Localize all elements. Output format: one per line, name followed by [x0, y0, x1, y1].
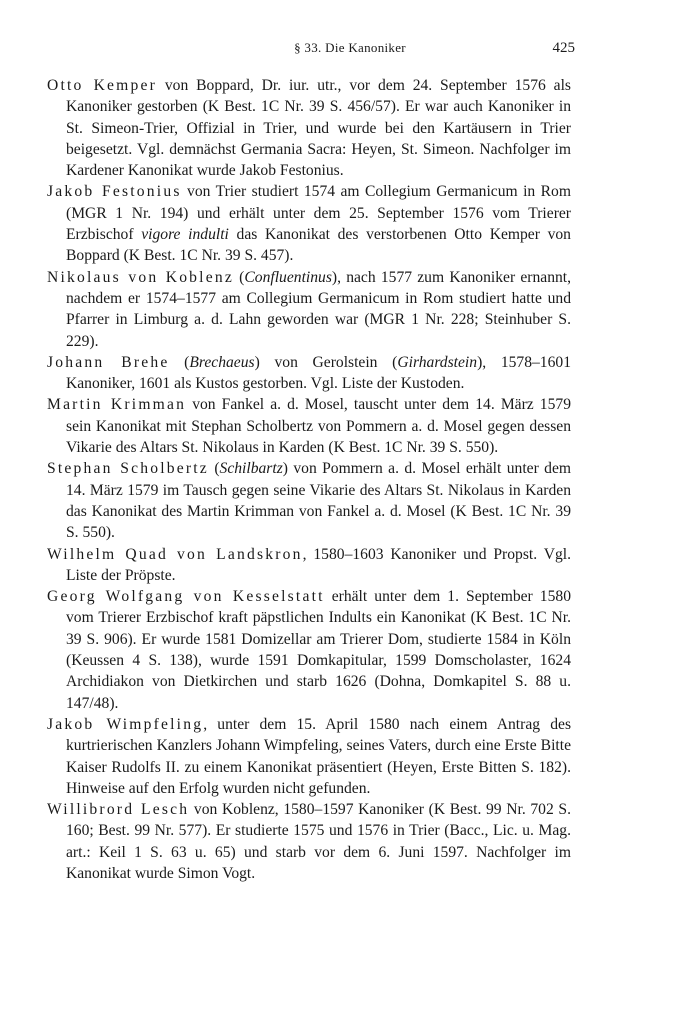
entry-text: von Trier studiert 1574 am Collegium Germanicum in Rom (MGR 1 Nr. 194) und erhält unter dem 25. September 1576 vom Trierer Erzbischof [66, 183, 571, 244]
canon-entries-list [47, 75, 571, 884]
entry-text: , 1580–1603 Kanoniker und Propst. Vgl. Liste der Pröpste. [66, 545, 571, 584]
entry-text: ) von Gerolstein ( [254, 353, 398, 371]
canon-entry [47, 352, 571, 395]
entry-text: erhält unter dem 1. September 1580 vom Trierer Erzbischof kraft päpstlichen Indults ein Kanonikat (K Best. 1C Nr. 39 S. 906). Er wurde 1581 Domizellar am Trierer Dom, studierte 1584 in Köln (Keussen 4 S. 138), wurde 1591 Domkapitular, 1599 Domscholaster, 1624 Archidiakon von Dietkirchen und starb 1626 (Dohna, Domkapitel S. 88 u. 147/48). [66, 588, 571, 712]
italic-term: vigore indulti [141, 226, 229, 244]
canon-name: Jakob Wimpfeling [47, 715, 204, 733]
canon-name: Johann Brehe [47, 353, 170, 371]
entry-text: von Boppard, Dr. iur. utr., vor dem 24. September 1576 als Kanoniker gestorben (K Best. 1C Nr. 39 S. 456/57). Er war auch Kanoniker in St. Simeon-Trier, Offizial in Trier, und wurde bei den Kartäusern in Trier beigesetzt. Vgl. demnächst Germania Sacra: Heyen, St. Simeon. Nachfolger im Kardener Kanonikat wurde Jakob Festonius. [66, 77, 571, 180]
canon-name: Willibrord Lesch [47, 801, 190, 819]
canon-name: Nikolaus von Koblenz [47, 268, 234, 286]
italic-term: Girhardstein [397, 353, 478, 371]
canon-name: Stephan Scholbertz [47, 460, 209, 478]
canon-name: Jakob Festonius [47, 183, 182, 201]
page-number: 425 [552, 40, 575, 56]
entry-text: , unter dem 15. April 1580 nach einem Antrag des kurtrierischen Kanzlers Johann Wimpfeling, seines Vaters, durch eine Erste Bitte Kaiser Rudolfs II. zu einem Kanonikat präsentiert (Heyen, Erste Bitten S. 182). Hinweise auf den Erfolg wurden nicht gefunden. [66, 715, 572, 797]
canon-name: Georg Wolfgang von Kesselstatt [47, 588, 325, 606]
canon-entry [47, 267, 571, 352]
italic-term: Confluentinus [244, 268, 332, 286]
italic-term: Brechaeus [189, 353, 255, 371]
running-title: § 33. Die Kanoniker [294, 40, 406, 55]
canon-name: Martin Krimman [47, 396, 187, 414]
canon-name: Wilhelm Quad von Landskron [47, 545, 303, 563]
canon-name: Otto Kemper [47, 77, 158, 94]
italic-term: Schilbartz [219, 460, 283, 478]
entry-text: ), 1578–1601 Kanoniker, 1601 als Kustos gestorben. Vgl. Liste der Kustoden. [66, 353, 571, 393]
entry-text: ) von Pommern a. d. Mosel erhält unter dem 14. März 1579 im Tausch gegen seine Vikarie des Altars St. Nikolaus in Karden das Kanonikat des Martin Krimman von Fankel a. d. Mosel (K Best. 1C Nr. 39 S. 550). [66, 460, 572, 542]
canon-entry [47, 181, 571, 266]
canon-entry [47, 458, 571, 543]
canon-entry [47, 394, 571, 458]
entry-text: ( [169, 353, 190, 371]
entry-text: ( [233, 268, 245, 286]
canon-entry [47, 799, 571, 884]
canon-entry [47, 586, 571, 714]
entry-text: das Kanonikat des verstorbenen Otto Kemper von Boppard (K Best. 1C Nr. 39 S. 457). [66, 226, 571, 265]
entry-text: von Koblenz, 1580–1597 Kanoniker (K Best. 99 Nr. 702 S. 160; Best. 99 Nr. 577). Er studierte 1575 und 1576 in Trier (Bacc., Lic. u. Mag. art.: Keil 1 S. 63 u. 65) und starb vor dem 6. Juni 1597. Nachfolger im Kanonikat wurde Simon Vogt. [66, 801, 571, 882]
entry-text: von Fankel a. d. Mosel, tauscht unter dem 14. März 1579 sein Kanonikat mit Stephan Scholbertz von Pommern a. d. Mosel gegen dessen Vikarie des Altars St. Nikolaus in Karden (K Best. 1C Nr. 39 S. 550). [66, 396, 571, 457]
canon-entry [47, 714, 571, 799]
canon-entry [47, 75, 571, 181]
running-head [0, 40, 700, 60]
canon-entry [47, 544, 571, 587]
entry-text: ( [208, 460, 220, 478]
entry-text: ), nach 1577 zum Kanoniker ernannt, nachdem er 1574–1577 am Collegium Germanicum in Rom studiert hatte und Pfarrer in Limburg a. d. Lahn geworden war (MGR 1 Nr. 228; Steinhuber S. 229). [66, 268, 572, 350]
